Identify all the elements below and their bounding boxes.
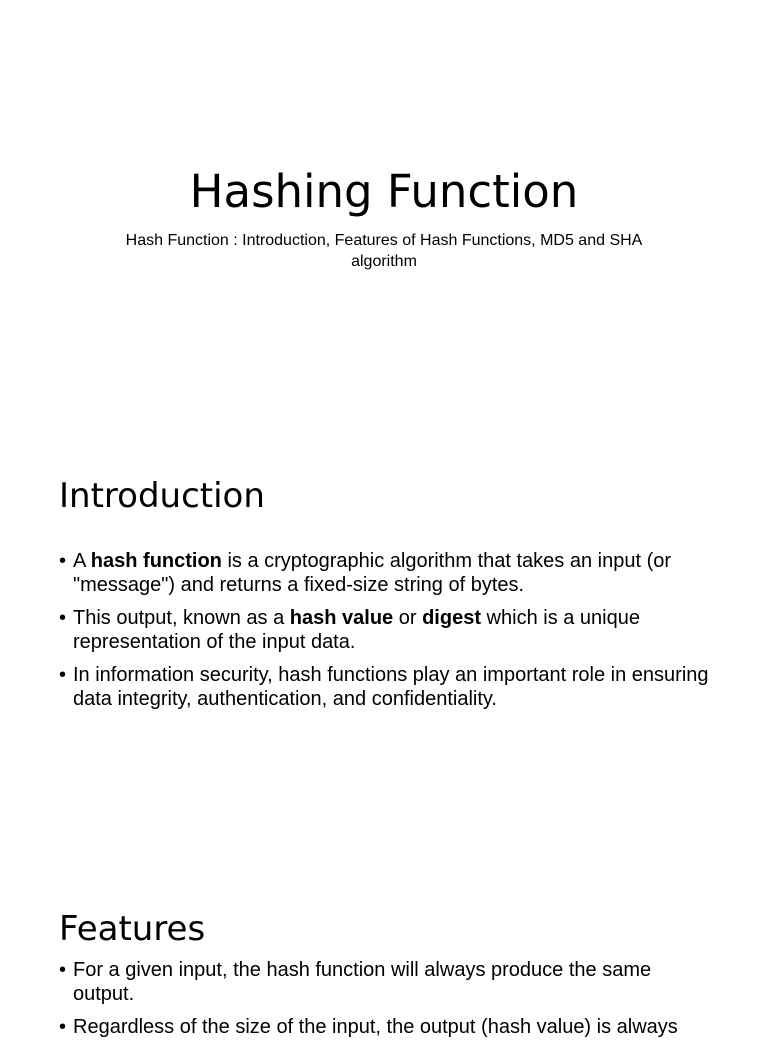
presentation-title: Hashing Function [189,165,579,218]
introduction-bullet [59,606,709,654]
features-bullet [59,958,709,1006]
bullet-text: In information security, hash functions play an important role in ensuring data integrity, authentication, and confidentiality. [73,664,709,710]
bullet-bold-term: hash value [289,607,394,629]
bullet-dot-icon: • [59,664,67,686]
bullet-text: For a given input, the hash function will always produce the same output. [73,959,652,1005]
features-bullet [59,1015,709,1039]
introduction-bullet-list [59,549,709,720]
features-bullet-list [59,958,709,1048]
bullet-text: A [73,550,91,572]
title-slide [0,0,768,432]
bullet-text: This output, known as a [73,607,290,629]
bullet-text: or [393,607,423,629]
introduction-slide [0,432,768,864]
features-heading: Features [59,909,206,949]
features-slide [0,864,768,1038]
bullet-dot-icon: • [59,1016,67,1038]
bullet-text: which is a unique representation of the input data. [73,607,640,653]
introduction-bullet [59,663,709,711]
bullet-text: is a cryptographic algorithm that takes an input (or "message") and returns a fixed-size string of bytes. [73,550,672,596]
bullet-dot-icon: • [59,607,67,629]
introduction-bullet [59,549,709,597]
introduction-heading: Introduction [59,476,265,516]
bullet-bold-term: hash function [90,550,222,572]
bullet-dot-icon: • [59,959,67,981]
bullet-bold-term: digest [422,607,481,629]
bullet-dot-icon: • [59,550,67,572]
presentation-subtitle: Hash Function : Introduction, Features of Hash Functions, MD5 and SHA algorithm [125,232,643,270]
bullet-text: Regardless of the size of the input, the output (hash value) is always [73,1016,678,1038]
